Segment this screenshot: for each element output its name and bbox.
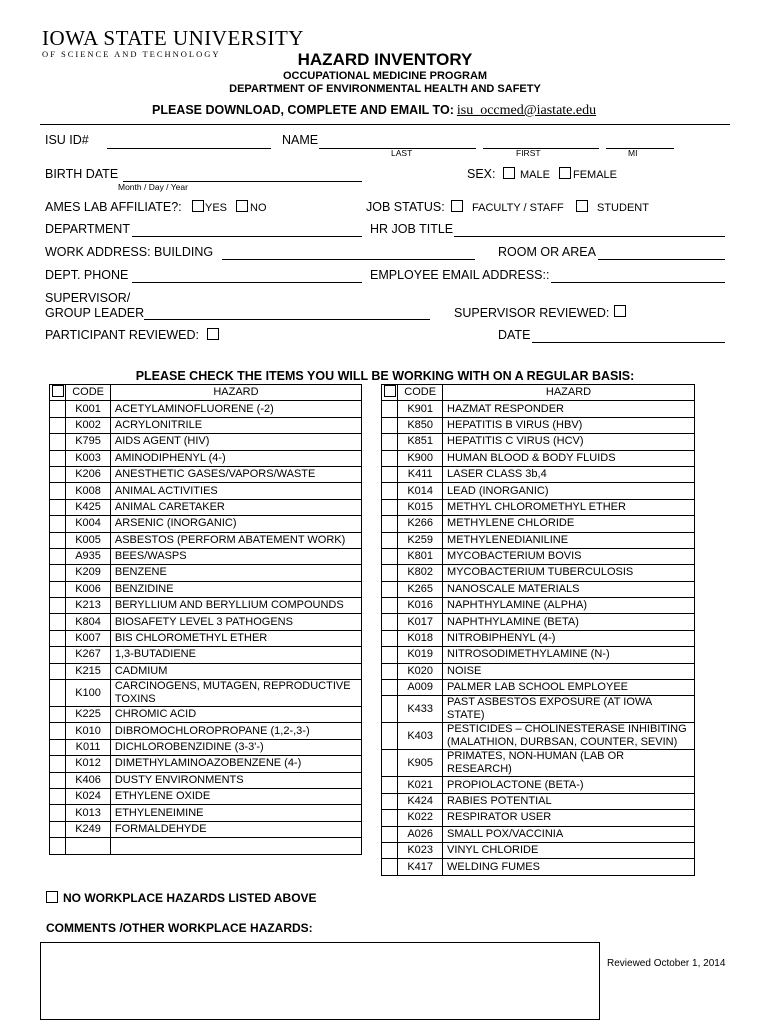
table-row — [50, 450, 362, 466]
work-address-label: WORK ADDRESS: BUILDING — [45, 245, 214, 259]
hazard-name[interactable]: NOISE — [443, 663, 695, 679]
row-checkbox-cell — [382, 810, 398, 826]
table-row — [382, 516, 695, 532]
row-checkbox-cell — [382, 565, 398, 581]
date-label: DATE — [498, 328, 531, 342]
instruction-line — [152, 103, 596, 119]
row-checkbox-cell — [382, 680, 398, 696]
hazard-name[interactable]: DUSTY ENVIRONMENTS — [110, 772, 361, 788]
table-row — [382, 663, 695, 679]
table-row — [382, 417, 695, 433]
table-row — [50, 663, 362, 679]
hazard-name[interactable]: BENZENE — [110, 565, 361, 581]
mi-hint: MI — [628, 148, 638, 158]
table-row — [50, 614, 362, 630]
table-row — [50, 565, 362, 581]
hazard-code: K411 — [398, 466, 443, 482]
hazard-name[interactable]: MYCOBACTERIUM BOVIS — [443, 548, 695, 564]
hazard-name[interactable]: METHYLENE CHLORIDE — [443, 516, 695, 532]
table-row — [382, 826, 695, 842]
hazard-name[interactable]: ACETYLAMINOFLUORENE (-2) — [110, 401, 361, 417]
dept-phone-field[interactable] — [132, 282, 362, 283]
hazard-name[interactable]: METHYLENEDIANILINE — [443, 532, 695, 548]
row-checkbox-cell — [382, 793, 398, 809]
page-title: HAZARD INVENTORY — [297, 50, 473, 69]
row-checkbox-cell — [382, 826, 398, 842]
table-row — [50, 598, 362, 614]
row-checkbox-cell — [50, 417, 66, 433]
row-checkbox-cell — [50, 548, 66, 564]
hazard-code: K801 — [398, 548, 443, 564]
female-label: FEMALE — [573, 169, 618, 181]
table-row — [50, 821, 362, 837]
row-checkbox-cell — [382, 663, 398, 679]
hazard-name[interactable]: LEAD (INORGANIC) — [443, 483, 695, 499]
student-label: STUDENT — [597, 202, 649, 214]
hazard-name[interactable]: HUMAN BLOOD & BODY FLUIDS — [443, 450, 695, 466]
room-or-area-label: ROOM OR AREA — [498, 245, 596, 259]
university-logo: IOWA STATE UNIVERSITY — [42, 26, 304, 50]
row-checkbox-cell — [50, 565, 66, 581]
row-checkbox-cell — [382, 777, 398, 793]
hazard-code: K019 — [398, 647, 443, 663]
female-checkbox[interactable] — [559, 167, 571, 179]
hazard-name[interactable]: ANIMAL ACTIVITIES — [110, 483, 361, 499]
hazard-name[interactable]: ASBESTOS (PERFORM ABATEMENT WORK) — [110, 532, 361, 548]
row-checkbox-cell — [382, 859, 398, 875]
hazard-name[interactable]: DICHLOROBENZIDINE (3-3'-) — [110, 739, 361, 755]
row-checkbox-cell — [382, 598, 398, 614]
hazard-code: K022 — [398, 810, 443, 826]
hazard-name[interactable]: AIDS AGENT (HIV) — [110, 434, 361, 450]
ames-lab-label: AMES LAB AFFILIATE?: — [45, 200, 182, 214]
isu-id-field[interactable] — [107, 148, 271, 149]
comments-label: COMMENTS /OTHER WORKPLACE HAZARDS: — [46, 921, 313, 935]
no-hazards-checkbox[interactable] — [46, 891, 58, 903]
row-checkbox-cell — [50, 821, 66, 837]
hazard-code: K850 — [398, 417, 443, 433]
employee-email-field[interactable] — [551, 282, 725, 283]
row-checkbox-cell — [382, 516, 398, 532]
hazard-header: HAZARD — [443, 385, 695, 401]
row-checkbox-cell — [50, 401, 66, 417]
hazard-code: K015 — [398, 499, 443, 515]
hazard-code: K005 — [66, 532, 111, 548]
hazard-name[interactable]: ARSENIC (INORGANIC) — [110, 516, 361, 532]
row-checkbox-cell — [382, 647, 398, 663]
student-checkbox[interactable] — [576, 200, 588, 212]
hazard-code: K851 — [398, 434, 443, 450]
hazard-name[interactable] — [110, 838, 361, 854]
hazard-code: K014 — [398, 483, 443, 499]
hazard-name[interactable]: PAST ASBESTOS EXPOSURE (AT IOWA STATE) — [443, 696, 695, 723]
hazard-name[interactable]: ETHYLENE OXIDE — [110, 788, 361, 804]
row-checkbox-cell — [50, 466, 66, 482]
hazard-name[interactable]: DIBROMOCHLOROPROPANE (1,2-,3-) — [110, 723, 361, 739]
hazard-code: K267 — [66, 647, 111, 663]
hazard-section-title: PLEASE CHECK THE ITEMS YOU WILL BE WORKING WITH ON A REGULAR BASIS: — [135, 369, 635, 383]
header-checkbox-cell[interactable] — [382, 385, 398, 401]
employee-email-label: EMPLOYEE EMAIL ADDRESS:: — [370, 268, 550, 282]
first-name-field[interactable] — [483, 148, 599, 149]
table-row — [50, 838, 362, 854]
row-checkbox-cell — [50, 788, 66, 804]
email-link[interactable]: isu_occmed@iastate.edu — [456, 103, 597, 118]
table-row — [382, 401, 695, 417]
hazard-code: K259 — [398, 532, 443, 548]
table-row — [382, 598, 695, 614]
table-row — [382, 810, 695, 826]
middle-initial-field[interactable] — [606, 148, 674, 149]
program-name: OCCUPATIONAL MEDICINE PROGRAM — [282, 70, 488, 82]
hazard-code: K206 — [66, 466, 111, 482]
hazard-code: K100 — [66, 680, 111, 707]
hazard-code: K020 — [398, 663, 443, 679]
table-row — [382, 696, 695, 723]
row-checkbox-cell — [382, 696, 398, 723]
hazard-name[interactable]: DIMETHYLAMINOAZOBENZENE (4-) — [110, 756, 361, 772]
isu-id-label: ISU ID# — [45, 133, 89, 147]
hazard-name[interactable]: AMINODIPHENYL (4-) — [110, 450, 361, 466]
table-row — [50, 788, 362, 804]
hazard-code: K406 — [66, 772, 111, 788]
hazard-code: K225 — [66, 707, 111, 723]
hazard-code: K003 — [66, 450, 111, 466]
table-row — [50, 483, 362, 499]
row-checkbox-cell — [382, 466, 398, 482]
table-row — [50, 680, 362, 707]
table-row — [50, 647, 362, 663]
row-checkbox-cell — [382, 450, 398, 466]
job-status-label: JOB STATUS: — [366, 200, 445, 214]
hazard-code: A026 — [398, 826, 443, 842]
hazard-name[interactable]: VINYL CHLORIDE — [443, 842, 695, 858]
row-checkbox-cell — [50, 614, 66, 630]
supervisor-reviewed-checkbox[interactable] — [614, 305, 626, 317]
row-checkbox-cell — [382, 614, 398, 630]
hazard-code: K403 — [398, 723, 443, 750]
ames-no-label: NO — [250, 202, 267, 214]
hazard-code: K417 — [398, 859, 443, 875]
hr-job-title-label: HR JOB TITLE — [370, 222, 454, 236]
hazard-name[interactable]: METHYL CHLOROMETHYL ETHER — [443, 499, 695, 515]
date-field[interactable] — [532, 342, 725, 343]
table-row — [382, 859, 695, 875]
select-all-checkbox[interactable] — [52, 385, 64, 397]
row-checkbox-cell — [382, 842, 398, 858]
table-row — [382, 565, 695, 581]
hr-job-title-field[interactable] — [454, 236, 725, 237]
hazard-code: K905 — [398, 750, 443, 777]
hazard-code: K215 — [66, 663, 111, 679]
hazard-code: K006 — [66, 581, 111, 597]
hazard-code: K209 — [66, 565, 111, 581]
table-row — [50, 434, 362, 450]
participant-reviewed-checkbox[interactable] — [207, 328, 219, 340]
hazard-name[interactable]: NAPHTHYLAMINE (BETA) — [443, 614, 695, 630]
building-field[interactable] — [222, 259, 475, 260]
hazard-name[interactable]: CADMIUM — [110, 663, 361, 679]
table-row — [382, 466, 695, 482]
first-hint: FIRST — [516, 148, 541, 158]
hazard-code: A935 — [66, 548, 111, 564]
table-row — [50, 532, 362, 548]
hazard-code: K901 — [398, 401, 443, 417]
row-checkbox-cell — [50, 772, 66, 788]
hazard-code: K213 — [66, 598, 111, 614]
row-checkbox-cell — [382, 750, 398, 777]
hazard-name[interactable]: ACRYLONITRILE — [110, 417, 361, 433]
hazard-name[interactable]: WELDING FUMES — [443, 859, 695, 875]
hazard-code: K265 — [398, 581, 443, 597]
hazard-code: K017 — [398, 614, 443, 630]
table-row — [382, 434, 695, 450]
table-row — [382, 614, 695, 630]
department-field[interactable] — [132, 236, 362, 237]
hazard-code: K012 — [66, 756, 111, 772]
table-row — [50, 630, 362, 646]
code-header: CODE — [398, 385, 443, 401]
no-hazards-label: NO WORKPLACE HAZARDS LISTED ABOVE — [63, 891, 317, 905]
hazard-code: K024 — [66, 788, 111, 804]
hazard-code: K001 — [66, 401, 111, 417]
row-checkbox-cell — [382, 532, 398, 548]
table-row — [50, 805, 362, 821]
ames-no-checkbox[interactable] — [236, 200, 248, 212]
hazard-name[interactable]: CARCINOGENS, MUTAGEN, REPRODUCTIVE TOXINS — [110, 680, 361, 707]
reviewed-date: Reviewed October 1, 2014 — [607, 958, 726, 969]
hazard-name[interactable]: NITROBIPHENYL (4-) — [443, 630, 695, 646]
comments-textarea[interactable] — [40, 942, 600, 1020]
table-row — [382, 842, 695, 858]
row-checkbox-cell — [50, 483, 66, 499]
hazard-code: K425 — [66, 499, 111, 515]
hazard-name[interactable]: PALMER LAB SCHOOL EMPLOYEE — [443, 680, 695, 696]
hazard-code: K795 — [66, 434, 111, 450]
row-checkbox-cell — [50, 707, 66, 723]
hazard-name[interactable]: PROPIOLACTONE (BETA-) — [443, 777, 695, 793]
header-divider — [40, 124, 730, 125]
table-row — [382, 499, 695, 515]
row-checkbox-cell — [382, 630, 398, 646]
table-row — [50, 417, 362, 433]
hazard-name[interactable]: ANESTHETIC GASES/VAPORS/WASTE — [110, 466, 361, 482]
row-checkbox-cell — [50, 756, 66, 772]
hazard-code: K266 — [398, 516, 443, 532]
university-tagline: OF SCIENCE AND TECHNOLOGY — [42, 49, 221, 59]
header-checkbox-cell[interactable] — [50, 385, 66, 401]
hazard-code: K804 — [66, 614, 111, 630]
table-row — [50, 739, 362, 755]
hazard-code: K010 — [66, 723, 111, 739]
faculty-staff-checkbox[interactable] — [451, 200, 463, 212]
hazard-name[interactable]: HEPATITIS C VIRUS (HCV) — [443, 434, 695, 450]
table-row — [382, 450, 695, 466]
table-row — [50, 772, 362, 788]
male-label: MALE — [520, 169, 550, 181]
hazard-code: K802 — [398, 565, 443, 581]
hazard-name[interactable]: BENZIDINE — [110, 581, 361, 597]
hazard-code: K007 — [66, 630, 111, 646]
hazard-name[interactable]: NITROSODIMETHYLAMINE (N-) — [443, 647, 695, 663]
table-row — [50, 707, 362, 723]
hazard-name[interactable]: PESTICIDES – CHOLINESTERASE INHIBITING (MALATHION, DURBSAN, COUNTER, SEVIN) — [443, 723, 695, 750]
table-row — [382, 647, 695, 663]
room-field[interactable] — [598, 259, 725, 260]
hazard-header: HAZARD — [110, 385, 361, 401]
row-checkbox-cell — [50, 663, 66, 679]
hazard-code: K011 — [66, 739, 111, 755]
hazard-name[interactable]: CHROMIC ACID — [110, 707, 361, 723]
hazard-name[interactable]: HEPATITIS B VIRUS (HBV) — [443, 417, 695, 433]
faculty-staff-label: FACULTY / STAFF — [472, 202, 564, 214]
group-leader-label: GROUP LEADER — [45, 306, 145, 320]
dept-phone-label: DEPT. PHONE — [45, 268, 129, 282]
hazard-table-right — [381, 384, 695, 876]
table-row — [382, 630, 695, 646]
hazard-code: K013 — [66, 805, 111, 821]
hazard-code: A009 — [398, 680, 443, 696]
hazard-code: K900 — [398, 450, 443, 466]
participant-reviewed-label: PARTICIPANT REVIEWED: — [45, 328, 199, 342]
sex-label: SEX: — [467, 167, 496, 181]
hazard-name[interactable]: NAPHTHYLAMINE (ALPHA) — [443, 598, 695, 614]
row-checkbox-cell — [382, 548, 398, 564]
row-checkbox-cell — [382, 581, 398, 597]
table-row — [382, 793, 695, 809]
instruction-text: PLEASE DOWNLOAD, COMPLETE AND EMAIL TO: — [152, 103, 454, 117]
hazard-name[interactable]: 1,3-BUTADIENE — [110, 647, 361, 663]
row-checkbox-cell — [382, 434, 398, 450]
table-row — [50, 499, 362, 515]
hazard-name[interactable]: FORMALDEHYDE — [110, 821, 361, 837]
table-row — [382, 548, 695, 564]
hazard-name[interactable]: BERYLLIUM AND BERYLLIUM COMPOUNDS — [110, 598, 361, 614]
hazard-name[interactable]: BEES/WASPS — [110, 548, 361, 564]
row-checkbox-cell — [50, 499, 66, 515]
department-name: DEPARTMENT OF ENVIRONMENTAL HEALTH AND SAFETY — [229, 83, 541, 95]
table-row — [50, 466, 362, 482]
table-row — [50, 756, 362, 772]
row-checkbox-cell — [50, 723, 66, 739]
hazard-code: K249 — [66, 821, 111, 837]
code-header: CODE — [66, 385, 111, 401]
hazard-table-left — [49, 384, 362, 855]
row-checkbox-cell — [50, 739, 66, 755]
row-checkbox-cell — [382, 723, 398, 750]
hazard-code — [66, 838, 111, 854]
row-checkbox-cell — [50, 450, 66, 466]
supervisor-reviewed-label: SUPERVISOR REVIEWED: — [454, 306, 610, 320]
hazard-code: K008 — [66, 483, 111, 499]
hazard-name[interactable]: RESPIRATOR USER — [443, 810, 695, 826]
row-checkbox-cell — [50, 516, 66, 532]
row-checkbox-cell — [382, 483, 398, 499]
supervisor-label: SUPERVISOR/ — [45, 291, 131, 305]
hazard-name[interactable]: ETHYLENEIMINE — [110, 805, 361, 821]
hazard-code: K016 — [398, 598, 443, 614]
hazard-name[interactable]: BIOSAFETY LEVEL 3 PATHOGENS — [110, 614, 361, 630]
row-checkbox-cell — [50, 532, 66, 548]
hazard-code: K023 — [398, 842, 443, 858]
birth-date-hint: Month / Day / Year — [118, 182, 188, 192]
row-checkbox-cell — [50, 805, 66, 821]
ames-yes-label: YES — [205, 202, 228, 214]
male-checkbox[interactable] — [503, 167, 515, 179]
ames-yes-checkbox[interactable] — [192, 200, 204, 212]
row-checkbox-cell — [382, 499, 398, 515]
hazard-name[interactable]: ANIMAL CARETAKER — [110, 499, 361, 515]
hazard-name[interactable]: MYCOBACTERIUM TUBERCULOSIS — [443, 565, 695, 581]
hazard-code: K004 — [66, 516, 111, 532]
table-row — [382, 777, 695, 793]
hazard-code: K018 — [398, 630, 443, 646]
table-row — [382, 483, 695, 499]
hazard-name[interactable]: HAZMAT RESPONDER — [443, 401, 695, 417]
table-row — [50, 516, 362, 532]
hazard-name[interactable]: SMALL POX/VACCINIA — [443, 826, 695, 842]
table-row — [50, 548, 362, 564]
row-checkbox-cell — [50, 630, 66, 646]
hazard-name[interactable]: LASER CLASS 3b,4 — [443, 466, 695, 482]
table-row — [50, 723, 362, 739]
department-label: DEPARTMENT — [45, 222, 130, 236]
row-checkbox-cell — [382, 401, 398, 417]
table-row — [382, 581, 695, 597]
select-all-checkbox[interactable] — [384, 385, 396, 397]
row-checkbox-cell — [50, 680, 66, 707]
row-checkbox-cell — [50, 434, 66, 450]
birth-date-label: BIRTH DATE — [45, 167, 119, 181]
name-label: NAME — [282, 133, 319, 147]
hazard-code: K424 — [398, 793, 443, 809]
row-checkbox-cell — [382, 417, 398, 433]
table-row — [382, 750, 695, 777]
last-hint: LAST — [391, 148, 413, 158]
hazard-code: K002 — [66, 417, 111, 433]
hazard-name[interactable]: BIS CHLOROMETHYL ETHER — [110, 630, 361, 646]
table-row — [382, 680, 695, 696]
row-checkbox-cell — [50, 581, 66, 597]
row-checkbox-cell — [50, 647, 66, 663]
hazard-code: K021 — [398, 777, 443, 793]
supervisor-field[interactable] — [144, 319, 430, 320]
hazard-code: K433 — [398, 696, 443, 723]
row-checkbox-cell — [50, 598, 66, 614]
row-checkbox-cell — [50, 838, 66, 854]
table-row — [50, 581, 362, 597]
hazard-name[interactable]: NANOSCALE MATERIALS — [443, 581, 695, 597]
hazard-name[interactable]: PRIMATES, NON-HUMAN (LAB OR RESEARCH) — [443, 750, 695, 777]
hazard-name[interactable]: RABIES POTENTIAL — [443, 793, 695, 809]
table-row — [382, 723, 695, 750]
table-row — [382, 532, 695, 548]
table-row — [50, 401, 362, 417]
